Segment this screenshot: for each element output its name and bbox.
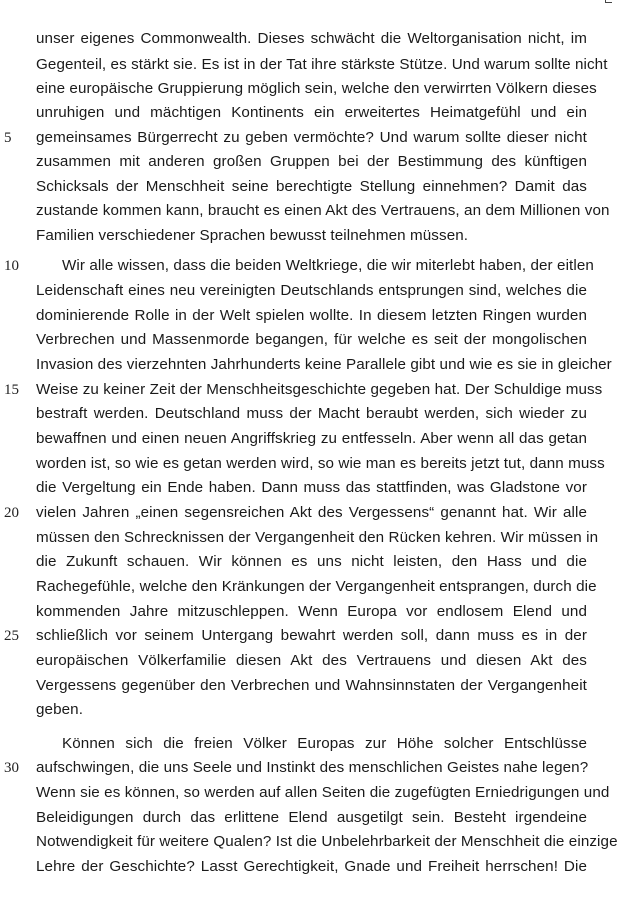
text-line: Rachegefühle, welche den Kränkungen der Vergangenheit entsprangen, durch die [36, 578, 597, 595]
line-number: 30 [4, 760, 19, 776]
text-line: müssen den Schrecknissen der Vergangenheit den Rücken kehren. Wir müssen in [36, 529, 599, 546]
text-line: Können sich die freien Völker Europas zur Höhe solcher Entschlüsse [62, 735, 587, 752]
text-line: worden ist, so wie es getan werden wird, so wie man es bereits jetzt tut, dann muss [36, 455, 605, 472]
line-number: 25 [4, 628, 19, 644]
text-line: zustande kommen kann, braucht es einen Akt des Vertrauens, an dem Millionen von [36, 202, 610, 219]
page-corner-mark [605, 0, 612, 3]
text-line: kommenden Jahre mitzuschleppen. Wenn Europa vor endlosem Elend und [36, 603, 587, 620]
text-line: Lehre der Geschichte? Lasst Gerechtigkeit, Gnade und Freiheit herrschen! Die [36, 858, 587, 875]
line-number: 5 [4, 130, 12, 146]
line-number: 20 [4, 505, 19, 521]
text-line: geben. [36, 701, 84, 718]
line-number: 10 [4, 258, 19, 274]
text-line: die Zukunft schauen. Wir können es uns nicht leisten, den Hass und die [36, 553, 587, 570]
text-line: Wenn sie es können, so werden auf allen Seiten die zugefügten Erniedrigungen und [36, 784, 610, 801]
text-line: Gegenteil, es stärkt sie. Es ist in der Tat ihre stärkste Stütze. Und warum sollte nicht [36, 56, 608, 73]
text-line: Familien verschiedener Sprachen bewusst teilnehmen müssen. [36, 227, 469, 244]
text-line: unser eigenes Commonwealth. Dieses schwächt die Weltorganisation nicht, im [36, 30, 587, 47]
text-line: Leidenschaft eines neu vereinigten Deutschlands entsprungen sind, welches die [36, 282, 587, 299]
text-line: Invasion des vierzehnten Jahrhunderts keine Parallele gibt und wie es sie in gleicher [36, 356, 612, 373]
text-line: die Vergeltung ein Ende haben. Dann muss das stattfinden, was Gladstone vor [36, 479, 587, 496]
text-line: bewaffnen und einen neuen Angriffskrieg zu entfesseln. Aber wenn all das getan [36, 430, 587, 447]
line-number: 15 [4, 382, 19, 398]
text-line: zusammen mit anderen großen Gruppen bei der Bestimmung des künftigen [36, 153, 587, 170]
text-line: eine europäische Gruppierung möglich sein, welche den verwirrten Völkern dieses [36, 80, 597, 97]
text-line: Beleidigungen durch das erlittene Elend ausgetilgt sein. Besteht irgendeine [36, 809, 587, 826]
text-line: europäischen Völkerfamilie diesen Akt des Vertrauens und diesen Akt des [36, 652, 587, 669]
text-line: Weise zu keiner Zeit der Menschheitsgeschichte gegeben hat. Der Schuldige muss [36, 381, 603, 398]
text-line: Notwendigkeit für weitere Qualen? Ist die Unbelehrbarkeit der Menschheit die einzige [36, 833, 618, 850]
text-line: Vergessens gegenüber den Verbrechen und Wahnsinnstaten der Vergangenheit [36, 677, 587, 694]
text-line: Wir alle wissen, dass die beiden Weltkriege, die wir miterlebt haben, der eitlen [62, 257, 594, 274]
text-line: aufschwingen, die uns Seele und Instinkt des menschlichen Geistes nahe legen? [36, 759, 589, 776]
text-line: Verbrechen und Massenmorde begangen, für welche es seit der mongolischen [36, 331, 587, 348]
text-line: bestraft werden. Deutschland muss der Macht beraubt werden, sich wieder zu [36, 405, 587, 422]
text-line: gemeinsames Bürgerrecht zu geben vermöchte? Und warum sollte dieser nicht [36, 129, 587, 146]
text-line: unruhigen und mächtigen Kontinents ein erweitertes Heimatgefühl und ein [36, 104, 587, 121]
text-line: Schicksals der Menschheit seine berechtigte Stellung einnehmen? Damit das [36, 178, 587, 195]
text-line: schließlich vor seinem Untergang bewahrt werden soll, dann muss es in der [36, 627, 587, 644]
text-line: dominierende Rolle in der Welt spielen wollte. In diesem letzten Ringen wurden [36, 307, 587, 324]
text-line: vielen Jahren „einen segensreichen Akt des Vergessens“ genannt hat. Wir alle [36, 504, 587, 521]
